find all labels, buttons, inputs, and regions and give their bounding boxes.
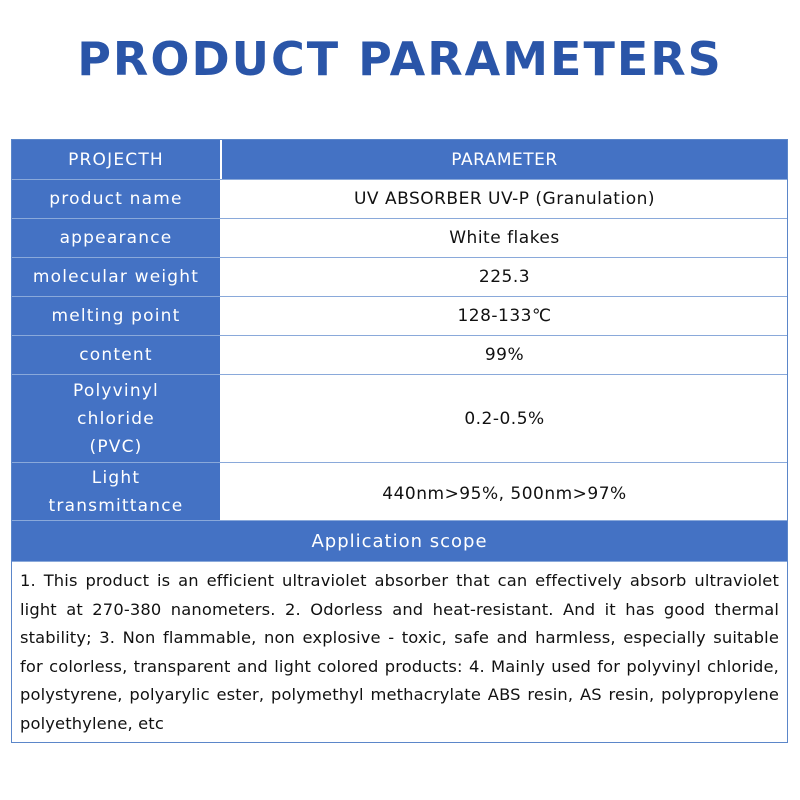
row-label: molecular weight: [12, 258, 222, 296]
row-value: 225.3: [478, 267, 531, 287]
page-title: PRODUCT PARAMETERS: [77, 32, 723, 86]
header-project: PROJECTH: [12, 140, 222, 179]
parameters-table: [11, 139, 788, 743]
application-scope-heading: Application scope: [12, 520, 787, 561]
table-row: [12, 462, 787, 520]
table-row: [12, 257, 787, 296]
row-value: White flakes: [449, 228, 560, 248]
row-value: 99%: [484, 345, 525, 365]
table-row: [12, 218, 787, 257]
table-row: [12, 296, 787, 335]
row-label: appearance: [12, 219, 222, 257]
row-label: content: [12, 336, 222, 374]
row-label: Polyvinyl chloride (PVC): [12, 375, 222, 462]
header-parameter: PARAMETER: [222, 140, 787, 179]
row-label: melting point: [12, 297, 222, 335]
row-label: product name: [12, 180, 222, 218]
row-value: 128-133℃: [457, 306, 552, 326]
table-header-row: [12, 140, 787, 179]
row-value: UV ABSORBER UV-P (Granulation): [353, 189, 656, 209]
table-row: [12, 374, 787, 462]
table-row: [12, 335, 787, 374]
row-value: 440nm>95%, 500nm>97%: [382, 483, 627, 504]
application-scope-text: 1. This product is an efficient ultraviolet absorber that can effectively absorb ultraviolet light at 270-380 nanometers. 2. Odorless and heat-resistant. And it has good thermal stability; 3. Non flammable, non explosive - toxic, safe and harmless, especially suitable for colorless, transparent and light colored products: 4. Mainly used for polyvinyl chloride, polystyrene, polyarylic ester, polymethyl methacrylate ABS resin, AS resin, polypropylene polyethylene, etc: [12, 561, 787, 742]
row-value: 0.2-0.5%: [464, 408, 545, 429]
row-label: Light transmittance: [12, 463, 222, 520]
table-row: [12, 179, 787, 218]
